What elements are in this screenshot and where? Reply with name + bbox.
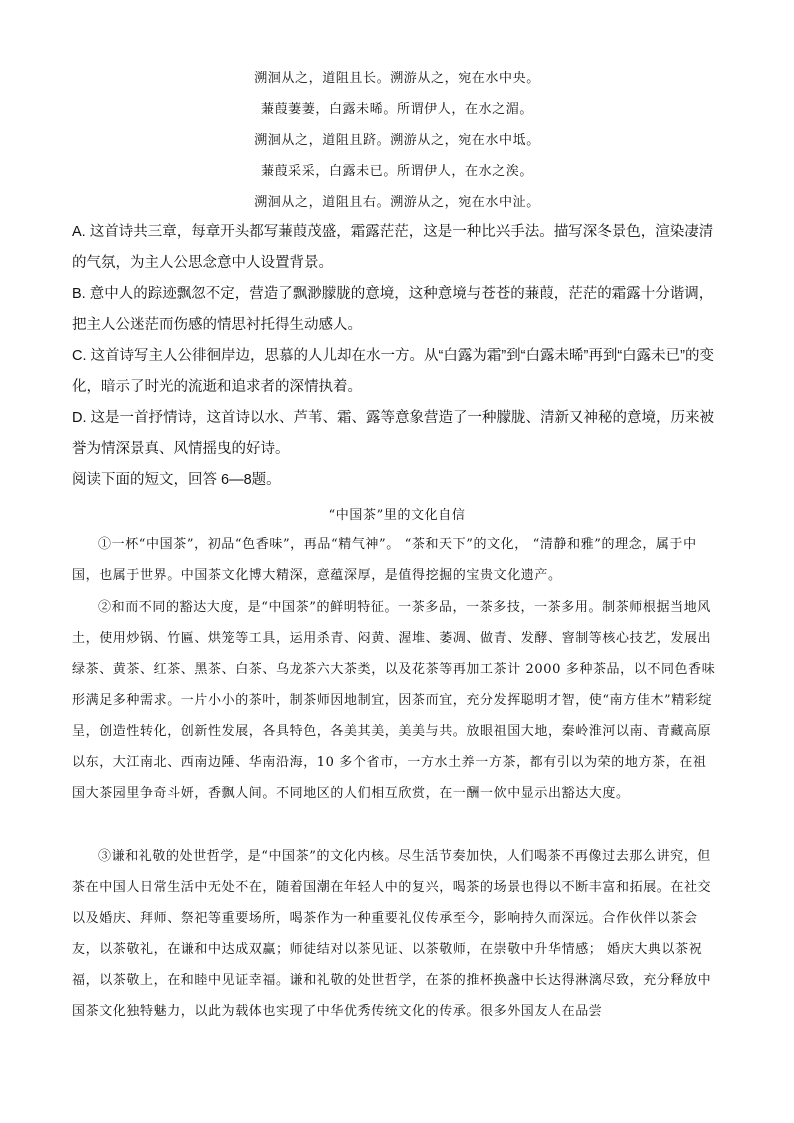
poem-line-4: 蒹葭采采，白露未已。所谓伊人，在水之涘。 — [260, 164, 533, 179]
reading-instruction: 阅读下面的短文，回答 6—8题。 — [72, 472, 281, 488]
poem-line-5: 溯洄从之，道阻且右。溯游从之，宛在水中沚。 — [254, 195, 540, 210]
option-b: B. 意中人的踪迹飘忽不定，营造了飘渺朦胧的意境，这种意境与苍苍的蒹葭，茫茫的霜露十分谐调，把主人公迷茫而伤感的情思衬托得生动感人。 — [72, 286, 714, 333]
article-title: “中国茶”里的文化自信 — [328, 508, 466, 523]
article-paragraph-2: ②和而不同的豁达大度，是“中国茶”的鲜明特征。一茶多品，一茶多技，一茶多用。制茶师根据当地风土，使用炒锅、竹匾、烘笼等工具，运用杀青、闷黄、渥堆、萎凋、做青、发酵、窨制等核心技艺，发展出绿茶、黄茶、红茶、黑茶、白茶、乌龙茶六大茶类，以及花茶等再加工茶计 2000 多种茶品，以不同色香味形满足多种需求。一片小小的茶叶，制茶师因地制宜，因茶而宜，充分发挥聪明才智，使“南方佳木”精彩绽呈，创造性转化，创新性发展，各具特色，各美其美，美美与共。放眼祖国大地，秦岭淮河以南、青藏高原以东，大江南北、西南边陲、华南沿海，10 多个省市，一方水土养一方茶，都有引以为荣的地方茶，在祖国大茶园里争奇斗妍，香飘人间。不同地区的人们相互欣赏，在一酬一佽中显示出豁达大度。 — [72, 600, 716, 801]
poem-line-3: 溯洄从之，道阻且跻。溯游从之，宛在水中坻。 — [254, 133, 540, 148]
option-c: C. 这首诗写主人公徘徊岸边，思慕的人儿却在水一方。从“白露为霜”到“白露未晞”再到“白露未已”的变化，暗示了时光的流逝和追求者的深情执着。 — [72, 348, 714, 395]
article-paragraph-1: ①一杯“中国茶”，初品“色香味”，再品“精气神”。 “茶和天下”的文化， “清静和雅”的理念，属于中国，也属于世界。中国茶文化博大精深，意蕴深厚，是值得挖掘的宝贵文化遗产。 — [72, 537, 697, 583]
option-d: D. 这是一首抒情诗，这首诗以水、芦苇、霜、露等意象营造了一种朦胧、清新又神秘的意境，历来被誉为情深景真、风情摇曳的好诗。 — [72, 410, 715, 457]
article-paragraph-3: ③谦和礼敬的处世哲学，是“中国茶”的文化内核。尽生活节奏加快，人们喝茶不再像过去那么讲究，但茶在中国人日常生活中无处不在，随着国潮在年轻人中的复兴，喝茶的场景也得以不断丰富和拓展。在社交以及婚庆、拜师、祭祀等重要场所，喝茶作为一种重要礼仪传承至今，影响持久而深远。合作伙伴以茶会友，以茶敬礼，在谦和中达成双赢；师徒结对以茶见证、以茶敬师，在崇敬中升华情感； 婚庆大典以茶祝福，以茶敬上，在和睦中见证幸福。谦和礼敬的处世哲学，在茶的推杯换盏中长达得淋漓尽致，充分释放中国茶文化独特魅力，以此为载体也实现了中华优秀传统文化的传承。很多外国友人在品尝 — [72, 849, 712, 1019]
option-a: A. 这首诗共三章，每章开头都写蒹葭茂盛，霜露茫茫，这是一种比兴手法。描写深冬景色，渲染凄清的气氛，为主人公思念意中人设置背景。 — [72, 224, 714, 271]
poem-line-1: 溯洄从之，道阻且长。溯游从之，宛在水中央。 — [254, 71, 540, 86]
poem-line-2: 蒹葭萋萋，白露未晞。所谓伊人，在水之湄。 — [260, 102, 533, 117]
